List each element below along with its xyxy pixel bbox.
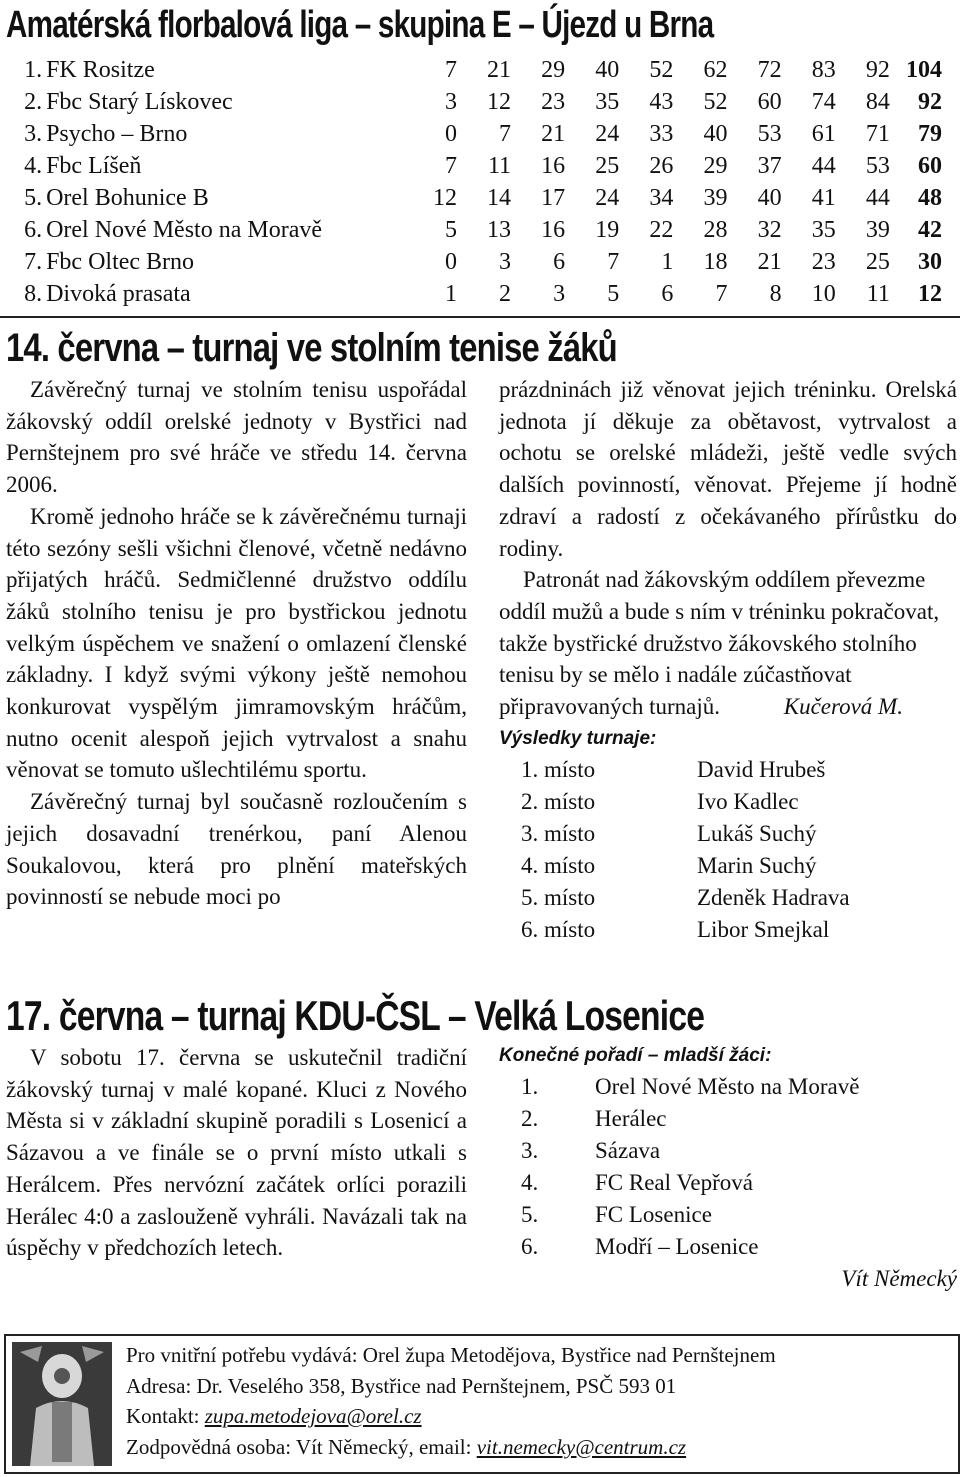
order-item [499,1071,957,1103]
order-list [499,1071,957,1263]
article1-paragraph: prázdninách již věnovat jejich tréninku. Orelská jednota jí děkuje za obětavost, vytrvalost a ochotu se orelské mládeži, ještě vedle svých dalších povinností, věnovat. Přejeme jí hodně zdraví a radostí z očekávaného přírůstku do rodiny. [499,377,957,561]
contact-label: Kontakt: [126,1404,205,1428]
score-cell: 72 [757,57,782,83]
total-cell: 42 [918,217,942,243]
score-cell: 29 [541,57,566,83]
score-cell: 11 [487,153,512,179]
score-cell: 14 [487,185,512,211]
score-cell: 40 [595,57,620,83]
score-cell: 21 [757,249,782,275]
order-place: 1. [521,1074,539,1099]
result-place: 3. místo [521,820,596,846]
rank-cell: 1. [24,57,43,83]
score-cell: 0 [444,249,457,275]
score-cell: 39 [703,185,728,211]
article1-paragraph: Závěrečný turnaj byl současně rozloučením s jejich dosavadní trenérkou, paní Alenou Soukalovou, která pro plnění mateřských povinností se nebude moci po [6,789,467,910]
rank-cell: 5. [24,185,43,211]
order-item [499,1231,957,1263]
result-place: 4. místo [521,852,596,878]
score-cell: 7 [607,249,620,275]
article1-paragraph [499,564,957,723]
contact-line [126,1401,776,1432]
score-cell: 5 [607,281,620,307]
result-place: 2. místo [521,788,596,814]
total-cell: 30 [918,249,942,275]
article2-left-column [6,1042,467,1264]
score-cell: 83 [811,57,836,83]
score-cell: 2 [499,281,512,307]
score-cell: 26 [649,153,674,179]
score-cell: 21 [487,57,512,83]
result-item [499,818,957,850]
score-cell: 22 [649,217,674,243]
results-list [499,754,957,946]
score-cell: 43 [649,89,674,115]
total-cell: 48 [918,185,942,211]
score-cell: 84 [865,89,890,115]
score-cell: 41 [811,185,836,211]
section-divider [0,316,960,318]
article-title-football: 17. června – turnaj KDU-ČSL – Velká Losenice [6,992,705,1039]
score-cell: 53 [757,121,782,147]
result-player: Libor Smejkal [697,916,830,942]
score-cell: 25 [865,249,890,275]
article1-paragraph: Závěrečný turnaj ve stolním tenisu uspořádal žákovský oddíl orelské jednoty v Bystřici nad Pernštejnem pro své hráče ve středu 14. června 2006. [6,377,467,498]
standings-table [4,54,950,310]
article1-paragraph: Kromě jednoho hráče se k závěrečnému turnaji této sezóny sešli všichni členové, včetně nedávno přijatých hráčů. Sedmičlenné družstvo oddílu žáků stolního tenisu je pro bystřickou jednotu velkým úspěchem ve snažení o omlazení členské základny. I když svými výkony ještě nemohou konkurovat vyspělým jimramovským hráčům, nutno ocenit alespoň jejich vytrvalost a snahu věnovat se tomuto ušlechtilému sportu. [6,503,467,783]
score-cell: 34 [649,185,674,211]
standings-row [4,214,950,246]
score-cell: 7 [715,281,728,307]
result-item [499,850,957,882]
address-line: Adresa: Dr. Veselého 358, Bystřice nad Pernštejnem, PSČ 593 01 [126,1373,677,1398]
result-player: Lukáš Suchý [697,820,817,846]
score-cell: 24 [595,185,620,211]
score-cell: 23 [811,249,836,275]
order-place: 5. [521,1202,539,1227]
total-cell: 104 [906,57,942,83]
rank-cell: 4. [24,153,43,179]
rank-cell: 6. [24,217,43,243]
score-cell: 7 [444,57,457,83]
responsible-label: Zodpovědná osoba: Vít Německý, email: [126,1434,477,1459]
score-cell: 44 [811,153,836,179]
score-cell: 32 [757,217,782,243]
score-cell: 23 [541,89,566,115]
score-cell: 71 [865,121,890,147]
article1-right-column [499,374,957,946]
score-cell: 40 [703,121,728,147]
score-cell: 10 [811,281,836,307]
orel-logo [12,1342,112,1466]
score-cell: 16 [541,217,566,243]
responsible-email-link[interactable]: vit.nemecky@centrum.cz [476,1434,687,1459]
rank-cell: 2. [24,89,43,115]
standings-row [4,182,950,214]
score-cell: 1 [444,281,457,307]
order-place: 6. [521,1234,539,1259]
rank-cell: 8. [24,281,43,307]
standings-row [4,86,950,118]
score-cell: 8 [769,281,782,307]
score-cell: 7 [499,121,512,147]
score-cell: 53 [865,153,890,179]
score-cell: 0 [444,121,457,147]
publisher-footer [4,1334,960,1474]
score-cell: 3 [553,281,566,307]
score-cell: 29 [703,153,728,179]
result-place: 5. místo [521,884,596,910]
score-cell: 40 [757,185,782,211]
team-cell: Fbc Starý Lískovec [46,89,233,115]
order-team: Orel Nové Město na Moravě [595,1074,860,1099]
article2-right-column [499,1040,957,1295]
score-cell: 16 [541,153,566,179]
score-cell: 5 [444,217,457,243]
order-place: 2. [521,1106,539,1131]
article1-author: Kučerová M. [783,694,903,720]
score-cell: 12 [487,89,512,115]
score-cell: 52 [649,57,674,83]
publisher-info [126,1340,776,1462]
score-cell: 13 [487,217,512,243]
score-cell: 74 [811,89,836,115]
score-cell: 18 [703,249,728,275]
score-cell: 3 [499,249,512,275]
result-player: Ivo Kadlec [697,788,799,814]
score-cell: 3 [444,89,457,115]
order-team: FC Losenice [595,1202,712,1227]
score-cell: 62 [703,57,728,83]
order-team: Herálec [595,1106,667,1131]
score-cell: 1 [661,249,674,275]
order-team: FC Real Vepřová [595,1170,754,1195]
order-item [499,1167,957,1199]
score-cell: 35 [811,217,836,243]
article1-left-column [6,374,467,913]
result-place: 1. místo [521,756,596,782]
score-cell: 19 [595,217,620,243]
team-cell: Psycho – Brno [46,121,188,147]
total-cell: 60 [918,153,942,179]
result-player: David Hrubeš [697,756,826,782]
team-cell: Fbc Oltec Brno [46,249,195,275]
score-cell: 35 [595,89,620,115]
score-cell: 6 [661,281,674,307]
result-item [499,754,957,786]
team-cell: Fbc Líšeň [46,153,142,179]
team-cell: Orel Nové Město na Moravě [46,217,322,243]
team-cell: FK Rositze [46,57,155,83]
total-cell: 79 [918,121,942,147]
order-heading: Konečné pořadí – mladší žáci: [499,1045,772,1066]
order-item [499,1103,957,1135]
score-cell: 60 [757,89,782,115]
score-cell: 92 [865,57,890,83]
score-cell: 17 [541,185,566,211]
standings-row [4,54,950,86]
article2-paragraph: V sobotu 17. června se uskutečnil tradiční žákovský turnaj v malé kopané. Kluci z Nového Města si v základní skupině poradili s Losenicí a Sázavou a ve finále se o první místo utkali s Herálcem. Přes nervózní začátek orlíci porazili Herálec 4:0 a zaslouženě vyhráli. Navázali tak na úspěchy v předchozích letech. [6,1045,467,1261]
standings-row [4,278,950,310]
score-cell: 28 [703,217,728,243]
order-item [499,1199,957,1231]
order-place: 3. [521,1138,539,1163]
league-title: Amatérská florbalová liga – skupina E – Újezd u Brna [6,4,714,46]
result-item [499,914,957,946]
article2-author: Vít Německý [841,1266,957,1291]
publisher-line: Pro vnitřní potřebu vydává: Orel župa Metodějova, Bystřice nad Pernštejnem [126,1343,776,1367]
order-place: 4. [521,1170,539,1195]
article1-paragraph-text: Patronát nad žákovským oddílem převezme oddíl mužů a bude s ním v tréninku pokračovat, takže bystřické družstvo žákovského stolního tenisu by se mělo i nadále zúčastňovat připravovaných turnajů. [499,567,940,720]
score-cell: 33 [649,121,674,147]
responsible-line [126,1432,776,1463]
result-place: 6. místo [521,916,596,942]
score-cell: 7 [444,153,457,179]
score-cell: 39 [865,217,890,243]
order-team: Modří – Losenice [595,1234,759,1259]
score-cell: 44 [865,185,890,211]
result-item [499,786,957,818]
contact-email-link[interactable]: zupa.metodejova@orel.cz [204,1404,422,1428]
standings-row [4,150,950,182]
result-player: Marin Suchý [697,852,817,878]
score-cell: 12 [432,185,457,211]
standings-row [4,118,950,150]
score-cell: 6 [553,249,566,275]
score-cell: 21 [541,121,566,147]
score-cell: 52 [703,89,728,115]
score-cell: 24 [595,121,620,147]
score-cell: 61 [811,121,836,147]
score-cell: 25 [595,153,620,179]
result-player: Zdeněk Hadrava [697,884,850,910]
article-title-table-tennis: 14. června – turnaj ve stolním tenise žáků [6,326,617,370]
team-cell: Orel Bohunice B [46,185,209,211]
total-cell: 12 [918,281,942,307]
team-cell: Divoká prasata [46,281,191,307]
score-cell: 11 [866,281,890,307]
order-team: Sázava [595,1138,661,1163]
rank-cell: 7. [24,249,43,275]
results-heading: Výsledky turnaje: [499,727,657,749]
rank-cell: 3. [24,121,43,147]
result-item [499,882,957,914]
standings-row [4,246,950,278]
order-item [499,1135,957,1167]
score-cell: 37 [757,153,782,179]
total-cell: 92 [918,89,942,115]
